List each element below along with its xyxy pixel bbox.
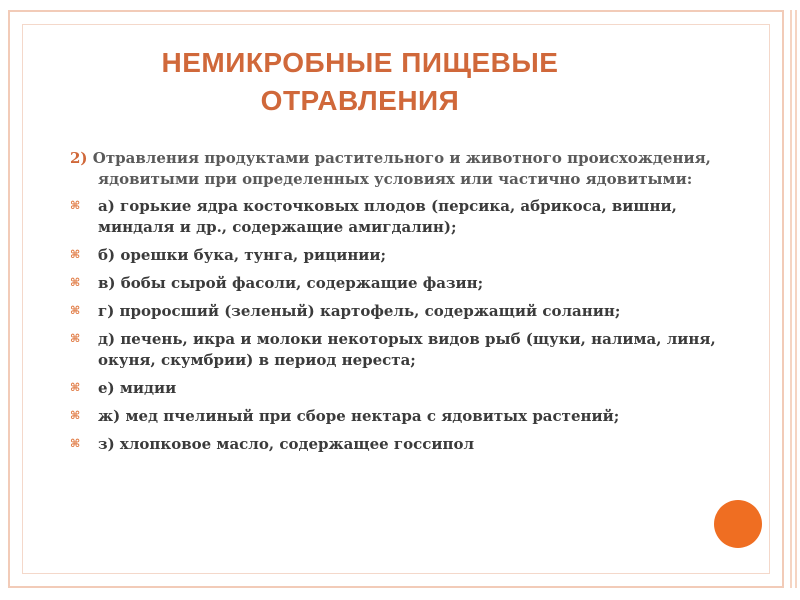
slide-title-line-1: НЕМИКРОБНЫЕ ПИЩЕВЫЕ	[161, 47, 559, 78]
orange-circle-icon	[714, 500, 762, 548]
list-item	[70, 329, 720, 371]
list-item-text: а) горькие ядра косточковых плодов (персика, абрикоса, вишни, миндаля и др., содержащие амигдалин);	[98, 197, 677, 236]
slide-title-line-2: ОТРАВЛЕНИЯ	[260, 85, 460, 116]
list-item	[70, 434, 720, 455]
list-item	[70, 406, 720, 427]
bullet-marker-icon: ⌘	[70, 248, 81, 261]
list-item-text: з) хлопковое масло, содержащее госсипол	[98, 435, 475, 453]
intro-paragraph	[70, 148, 720, 190]
bullet-marker-icon: ⌘	[70, 304, 81, 317]
bullet-list	[70, 196, 720, 455]
list-item	[70, 378, 720, 399]
list-item-text: е) мидии	[98, 379, 177, 397]
list-item-text: г) проросший (зеленый) картофель, содержащий соланин;	[98, 302, 621, 320]
slide-content	[70, 148, 720, 462]
bullet-marker-icon: ⌘	[70, 332, 81, 345]
list-item-text: б) орешки бука, тунга, рицинии;	[98, 246, 387, 264]
list-item	[70, 245, 720, 266]
bullet-marker-icon: ⌘	[70, 409, 81, 422]
bullet-marker-icon: ⌘	[70, 437, 81, 450]
intro-number: 2)	[70, 149, 88, 167]
slide-title	[90, 44, 630, 120]
decor-stripe	[795, 10, 797, 588]
bullet-marker-icon: ⌘	[70, 276, 81, 289]
list-item	[70, 196, 720, 238]
list-item	[70, 301, 720, 322]
list-item	[70, 273, 720, 294]
intro-text: Отравления продуктами растительного и животного происхождения, ядовитыми при определенных условиях или частично ядовитыми:	[92, 149, 711, 188]
list-item-text: в) бобы сырой фасоли, содержащие фазин;	[98, 274, 484, 292]
list-item-text: ж) мед пчелиный при сборе нектара с ядовитых растений;	[98, 407, 620, 425]
list-item-text: д) печень, икра и молоки некоторых видов рыб (щуки, налима, линя, окуня, скумбрии) в период нереста;	[98, 330, 716, 369]
bullet-marker-icon: ⌘	[70, 381, 81, 394]
bullet-marker-icon: ⌘	[70, 199, 81, 212]
decor-stripe	[790, 10, 792, 588]
